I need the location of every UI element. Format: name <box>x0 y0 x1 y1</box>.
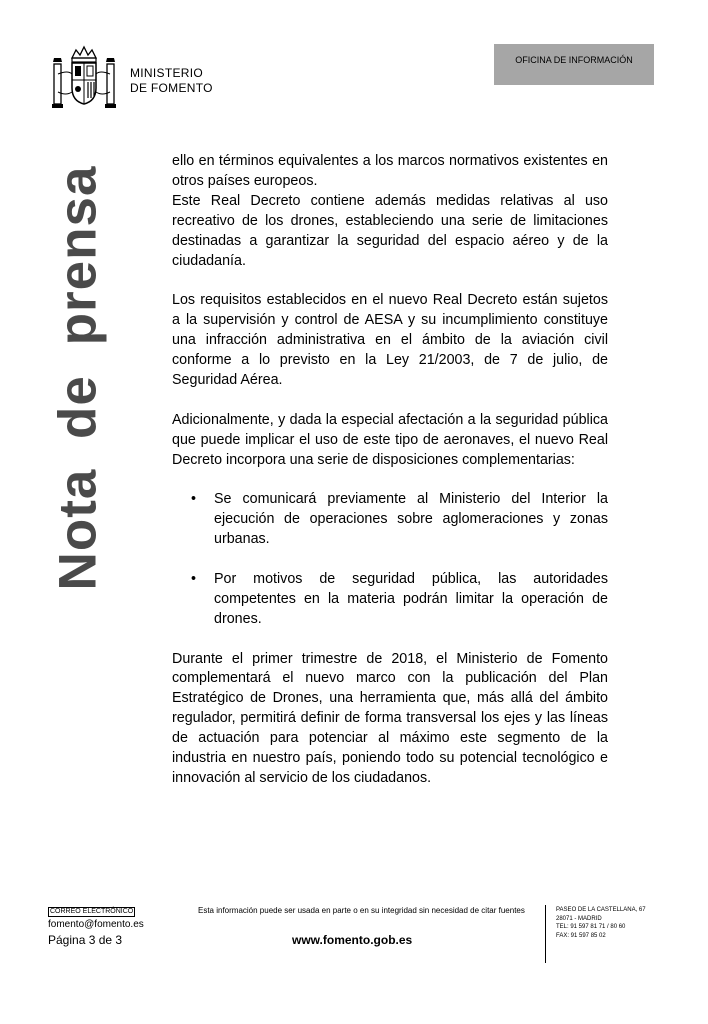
bullet-list <box>172 490 608 629</box>
office-label: OFICINA DE INFORMACIÓN <box>515 55 633 65</box>
paragraph-4: Adicionalmente, y dada la especial afectación a la seguridad pública que puede implicar el uso de este tipo de aeronaves, el nuevo Real Decreto incorpora una serie de disposiciones complementarias: <box>172 411 608 468</box>
address-line-4: FAX: 91 597 85 02 <box>556 932 606 939</box>
footer-divider <box>545 905 546 963</box>
ministry-name <box>130 66 213 96</box>
office-label-box <box>494 44 654 85</box>
footer-contact <box>48 905 144 930</box>
bullet-icon: • <box>191 491 197 508</box>
list-item <box>191 570 608 630</box>
body-text <box>172 152 608 789</box>
ministry-line-1: MINISTERIO <box>130 66 204 80</box>
paragraph-5: Durante el primer trimestre de 2018, el Ministerio de Fomento complementará el nuevo marco con la publicación del Plan Estratégico de Drones, una herramienta que, más allá del ámbito regulador, permitirá definir de forma transversal los ejes y las líneas de actuación para potenciar al máximo este segmento de la industria en nuestro país, poniendo todo su potencial tecnológico e innovación al servicio de los ciudadanos. <box>172 650 608 787</box>
bullet-text-1: Se comunicará previamente al Ministerio del Interior la ejecución de operaciones sobre aglomeraciones y zonas urbanas. <box>214 491 608 548</box>
page-number: Página 3 de 3 <box>48 933 123 947</box>
paragraph-3: Los requisitos establecidos en el nuevo Real Decreto están sujetos a la supervisión y control de AESA y su incumplimiento constituye una infracción administrativa en el ámbito de la aviación civil conforme a lo previsto en la Ley 21/2003, de 7 de julio, de Seguridad Aérea. <box>172 292 608 388</box>
ministry-line-2: DE FOMENTO <box>130 81 213 95</box>
bullet-icon: • <box>191 570 197 587</box>
website-link[interactable]: www.fomento.gob.es <box>292 933 413 947</box>
email-link[interactable]: fomento@fomento.es <box>48 919 144 930</box>
address-block <box>556 906 646 940</box>
email-label: CORREO ELECTRÓNICO <box>50 908 134 915</box>
address-line-3: TEL: 91 597 81 71 / 80 60 <box>556 924 626 930</box>
list-item <box>191 490 608 550</box>
bullet-text-2: Por motivos de seguridad pública, las autoridades competentes en la materia podrán limitar la operación de drones. <box>214 570 608 627</box>
paragraph-2: Este Real Decreto contiene además medidas relativas al uso recreativo de los drones, estableciendo una serie de limitaciones destinadas a garantizar la seguridad del espacio aéreo y de la ciudadanía. <box>172 192 608 269</box>
spanish-coat-of-arms-icon <box>50 44 118 114</box>
press-release-side-title: Nota de prensa <box>48 165 108 591</box>
address-line-1: PASEO DE LA CASTELLANA, 67 <box>556 907 646 913</box>
address-line-2: 28071 - MADRID <box>556 915 602 922</box>
paragraph-1: ello en términos equivalentes a los marcos normativos existentes en otros países europeos. <box>172 153 608 189</box>
usage-note: Esta información puede ser usada en parte o en su integridad sin necesidad de citar fuentes <box>198 906 525 915</box>
